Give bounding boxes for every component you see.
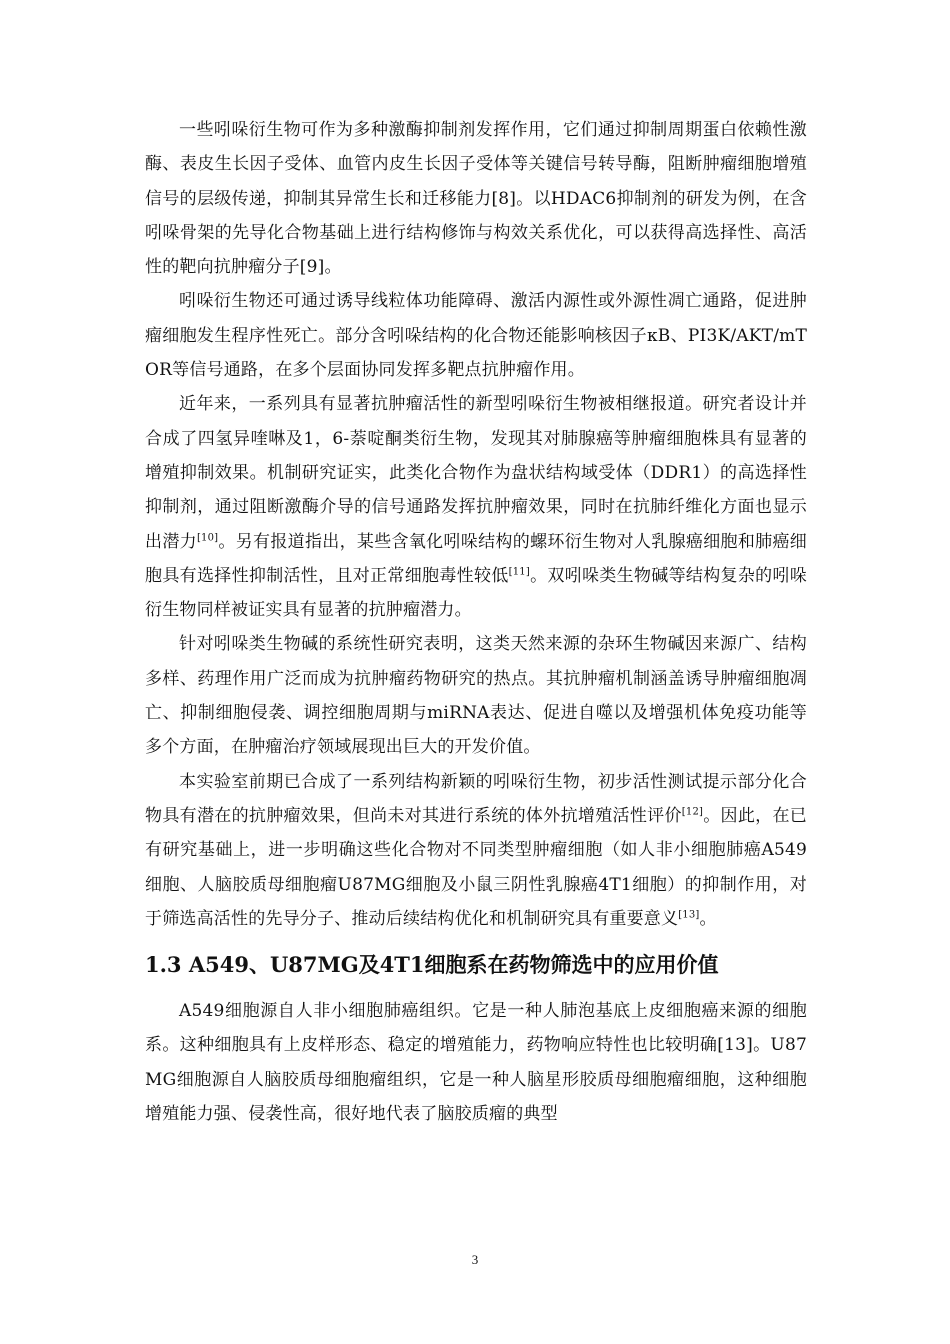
paragraph-cell-lines [145,994,807,1131]
paragraph-text: 一些吲哚衍生物可作为多种激酶抑制剂发挥作用，它们通过抑制周期蛋白依赖性激酶、表皮生长因子受体、血管内皮生长因子受体等关键信号转导酶，阻断肿瘤细胞增殖信号的层级传递，抑制其异常生长和迁移能力[8]。以HDAC6抑制剂的研发为例，在含吲哚骨架的先导化合物基础上进行结构修饰与构效关系优化，可以获得高选择性、高活性的靶向抗肿瘤分子[9]。 [145,120,807,278]
citation-11: [11] [508,566,530,578]
paragraph-recent-reports [145,387,807,627]
paragraph-kinase-inhibitors [145,113,807,284]
citation-13: [13] [678,909,700,921]
page-body [145,113,807,1131]
paragraph-text: 。因此，在已有研究基础上，进一步明确这些化合物对不同类型肿瘤细胞（如人非小细胞肺癌A549细胞、人脑胶质母细胞瘤U87MG细胞及小鼠三阴性乳腺癌4T1细胞）的抑制作用，对于筛选高活性的先导分子、推动后续结构优化和机制研究具有重要意义 [145,805,808,929]
paragraph-indole-alkaloids [145,627,807,764]
section-heading: 1.3 A549、U87MG及4T1细胞系在药物筛选中的应用价值 [145,952,719,978]
paragraph-text: 吲哚衍生物还可通过诱导线粒体功能障碍、激活内源性或外源性凋亡通路，促进肿瘤细胞发生程序性死亡。部分含吲哚结构的化合物还能影响核因子κB、PI3K/AKT/mTOR等信号通路，在多个层面协同发挥多靶点抗肿瘤作用。 [145,291,807,381]
paragraph-text: 近年来，一系列具有显著抗肿瘤活性的新型吲哚衍生物被相继报道。研究者设计并合成了四氢异喹啉及1，6-萘啶酮类衍生物，发现其对肺腺癌等肿瘤细胞株具有显著的增殖抑制效果。机制研究证实，此类化合物作为盘状结构域受体（DDR1）的高选择性抑制剂，通过阻断激酶介导的信号通路发挥抗肿瘤效果，同时在抗肺纤维化方面也显示出潜力 [145,394,807,552]
page-number: 3 [471,1252,479,1267]
paragraph-lab-work [145,765,807,936]
paragraph-apoptosis [145,284,807,387]
paragraph-text: 。 [699,908,717,929]
paragraph-text: 。另有报道指出，某些含氧化吲哚结构的螺环衍生物对人乳腺癌细胞和肺癌细胞具有选择性抑制活性，且对正常细胞毒性较低 [145,531,807,586]
citation-12: [12] [681,806,704,818]
paragraph-text: 。双吲哚类生物碱等结构复杂的吲哚衍生物同样被证实具有显著的抗肿瘤潜力。 [145,565,807,621]
paragraph-text: A549细胞源自人非小细胞肺癌组织。它是一种人肺泡基底上皮细胞癌来源的细胞系。这种细胞具有上皮样形态、稳定的增殖能力，药物响应特性也比较明确[13]。U87MG细胞源自人脑胶质母细胞瘤组织，它是一种人脑星形胶质母细胞瘤细胞，这种细胞增殖能力强、侵袭性高，很好地代表了脑胶质瘤的典型 [145,1001,807,1125]
paragraph-text: 针对吲哚类生物碱的系统性研究表明，这类天然来源的杂环生物碱因来源广、结构多样、药理作用广泛而成为抗肿瘤药物研究的热点。其抗肿瘤机制涵盖诱导肿瘤细胞凋亡、抑制细胞侵袭、调控细胞周期与miRNA表达、促进自噬以及增强机体免疫功能等多个方面，在肿瘤治疗领域展现出巨大的开发价值。 [145,634,807,758]
paragraph-text: 本实验室前期已合成了一系列结构新颖的吲哚衍生物，初步活性测试提示部分化合物具有潜在的抗肿瘤效果，但尚未对其进行系统的体外抗增殖活性评价 [145,771,807,826]
citation-10: [10] [196,531,219,543]
